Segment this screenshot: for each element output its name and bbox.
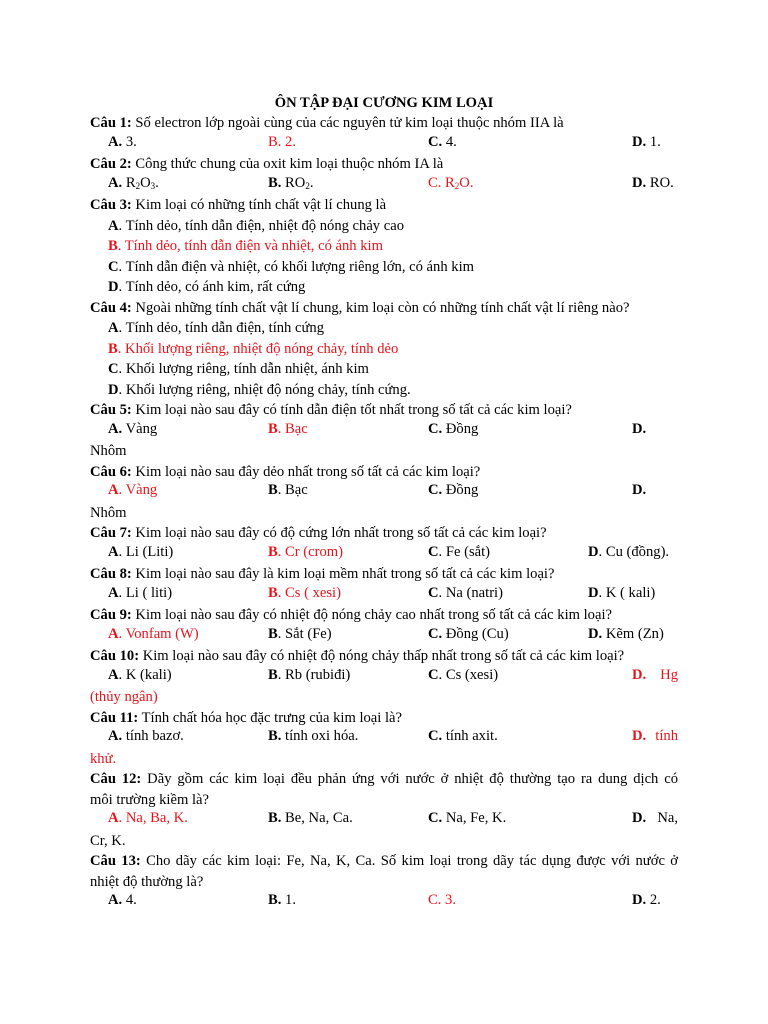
question-text: Kim loại nào sau đây có tính dẫn điện tốt nhất trong số tất cả các kim loại? xyxy=(131,402,572,418)
question-number: Câu 4: xyxy=(90,299,132,316)
option-d: D. Tính dẻo, có ánh kim, rất cứng xyxy=(108,279,306,295)
options-7 xyxy=(90,544,678,565)
option-c-correct: C. $R_2O$. xyxy=(428,174,474,191)
options-13 xyxy=(90,892,678,913)
question-number: Câu 13: xyxy=(90,853,141,869)
option-a: A. 4. xyxy=(108,892,137,908)
question-text: Kim loại nào sau đây là kim loại mềm nhất trong số tất cả các kim loại? xyxy=(131,566,555,582)
option-d: D. Khối lượng riêng, nhiệt độ nóng chảy, tính cứng. xyxy=(108,381,411,398)
question-text: Cho dãy các kim loại: Fe, Na, K, Ca. Số kim loại trong dãy tác dụng được với nước ở xyxy=(140,853,678,869)
question-list xyxy=(90,113,678,913)
option-b: B. tính oxi hóa. xyxy=(268,728,359,744)
option-a-correct: A. Na, Ba, K. xyxy=(108,810,188,826)
option-b-correct: B. Cs ( xesi) xyxy=(268,584,341,601)
option-d: D. K ( kali) xyxy=(588,584,656,601)
option-d-correct: D. Hg xyxy=(632,666,678,683)
option-c: C. Đồng (Cu) xyxy=(428,625,509,642)
option-b: B. Sắt (Fe) xyxy=(268,625,332,642)
option-a: A. K (kali) xyxy=(108,666,172,683)
option-b: B. Bạc xyxy=(268,482,308,498)
option-c: C. tính axit. xyxy=(428,728,498,744)
question-10 xyxy=(90,646,678,667)
question-6 xyxy=(90,462,678,483)
question-text-cont: môi trường kiềm là? xyxy=(90,791,209,808)
option-b-correct: B. Bạc xyxy=(268,420,308,437)
question-number: Câu 9: xyxy=(90,607,132,623)
question-text: Kim loại nào sau đây có độ cứng lớn nhất trong số tất cả các kim loại? xyxy=(131,525,547,541)
option-a: A. 3. xyxy=(108,133,137,150)
question-text: Tính chất hóa học đặc trưng của kim loại là? xyxy=(138,709,402,726)
question-2 xyxy=(90,154,678,175)
option-a: A. Li ( liti) xyxy=(108,584,173,601)
option-d-correct: D. tính xyxy=(632,728,678,744)
question-text: Kim loại nào sau đây có nhiệt độ nóng chảy cao nhất trong số tất cả các kim loại? xyxy=(131,607,612,623)
option-a: A. Tính dẻo, tính dẫn điện, nhiệt độ nóng chảy cao xyxy=(108,217,405,234)
question-4 xyxy=(90,298,678,319)
option-a: A. $R_2O_3$. xyxy=(108,174,159,191)
option-b: B. Be, Na, Ca. xyxy=(268,810,353,826)
option-d-wrap: Cr, K. xyxy=(90,832,126,849)
option-c-correct: C. 3. xyxy=(428,892,456,908)
option-d: D. 2. xyxy=(632,892,661,908)
option-c: C. 4. xyxy=(428,133,457,150)
question-text: Kim loại nào sau đây dẻo nhất trong số tất cả các kim loại? xyxy=(131,463,481,480)
option-d-wrap: Nhôm xyxy=(90,504,127,521)
option-b: B. $RO_2$. xyxy=(268,174,314,191)
option-b-correct: B. Khối lượng riêng, nhiệt độ nóng chảy, tính dẻo xyxy=(108,340,399,357)
question-7 xyxy=(90,523,678,544)
option-d-wrap: Nhôm xyxy=(90,443,127,459)
option-b: B. Rb (rubiđi) xyxy=(268,666,351,683)
option-c: C. Khối lượng riêng, tính dẫn nhiệt, ánh kim xyxy=(108,361,369,377)
option-c: C. Tính dẫn điện và nhiệt, có khối lượng riêng lớn, có ánh kim xyxy=(108,258,474,275)
question-8 xyxy=(90,564,678,585)
question-text: Ngoài những tính chất vật lí chung, kim loại còn có những tính chất vật lí riêng nào? xyxy=(131,299,630,316)
option-a: A. Tính dẻo, tính dẫn điện, tính cứng xyxy=(108,320,324,336)
option-b-correct: B. Cr (crom) xyxy=(268,543,343,560)
options-9 xyxy=(90,626,678,647)
option-c: C. Đồng xyxy=(428,420,479,437)
question-1 xyxy=(90,113,678,134)
option-a: A. tính bazơ. xyxy=(108,728,184,744)
question-3 xyxy=(90,195,678,216)
options-1 xyxy=(90,134,678,155)
page-title: ÔN TẬP ĐẠI CƯƠNG KIM LOẠI xyxy=(274,95,494,111)
question-number: Câu 1: xyxy=(90,115,132,131)
question-text: Kim loại nào sau đây có nhiệt độ nóng chảy thấp nhất trong số tất cả các kim loại? xyxy=(139,648,625,664)
option-d: D. Na, xyxy=(632,810,678,826)
option-b-correct: B. Tính dẻo, tính dẫn điện và nhiệt, có ánh kim xyxy=(108,238,383,254)
option-d: D. xyxy=(632,482,647,498)
question-number: Câu 5: xyxy=(90,402,132,418)
question-text: Công thức chung của oxit kim loại thuộc nhóm IA là xyxy=(131,156,444,172)
question-11 xyxy=(90,708,678,729)
option-d-wrap: khử. xyxy=(90,750,117,767)
question-number: Câu 2: xyxy=(90,156,132,172)
option-c: C. Fe (sắt) xyxy=(428,543,491,560)
options-10 xyxy=(90,667,678,688)
option-d: D. RO. xyxy=(632,174,674,191)
option-a: A. Vàng xyxy=(108,420,158,437)
options-6 xyxy=(90,482,678,503)
option-a-correct: A. Vonfam (W) xyxy=(108,625,199,642)
option-d-wrap: (thủy ngân) xyxy=(90,689,158,705)
option-c: C. Cs (xesi) xyxy=(428,666,499,683)
question-number: Câu 8: xyxy=(90,566,132,582)
question-number: Câu 3: xyxy=(90,197,132,213)
option-d: D. 1. xyxy=(632,133,661,150)
question-number: Câu 6: xyxy=(90,463,132,480)
question-5 xyxy=(90,400,678,421)
option-a: A. Li (Liti) xyxy=(108,543,174,560)
question-text: Kim loại có những tính chất vật lí chung là xyxy=(131,197,387,213)
option-c: C. Na, Fe, K. xyxy=(428,810,507,826)
option-a-correct: A. Vàng xyxy=(108,482,158,498)
options-12 xyxy=(90,810,678,831)
question-12 xyxy=(90,769,678,790)
question-number: Câu 7: xyxy=(90,525,132,541)
option-c: C. Na (natri) xyxy=(428,584,503,601)
question-number: Câu 10: xyxy=(90,648,140,664)
question-text: Dãy gồm các kim loại đều phản ứng với nước ở nhiệt độ thường tạo ra dung dịch có xyxy=(141,771,679,787)
option-b-correct: B. 2. xyxy=(268,133,296,150)
option-c: C. Đồng xyxy=(428,482,479,498)
question-number: Câu 11: xyxy=(90,709,139,726)
option-d: D. Kẽm (Zn) xyxy=(588,625,664,642)
options-2 xyxy=(90,175,678,196)
options-11 xyxy=(90,728,678,749)
question-number: Câu 12: xyxy=(90,771,142,787)
option-b: B. 1. xyxy=(268,892,296,908)
question-13 xyxy=(90,851,678,872)
question-text: Số electron lớp ngoài cùng của các nguyên tử kim loại thuộc nhóm IIA là xyxy=(131,115,564,131)
options-5 xyxy=(90,421,678,442)
options-8 xyxy=(90,585,678,606)
option-d: D. xyxy=(632,420,647,437)
option-d: D. Cu (đồng). xyxy=(588,543,670,560)
question-text-cont: nhiệt độ thường là? xyxy=(90,873,204,890)
question-9 xyxy=(90,605,678,626)
